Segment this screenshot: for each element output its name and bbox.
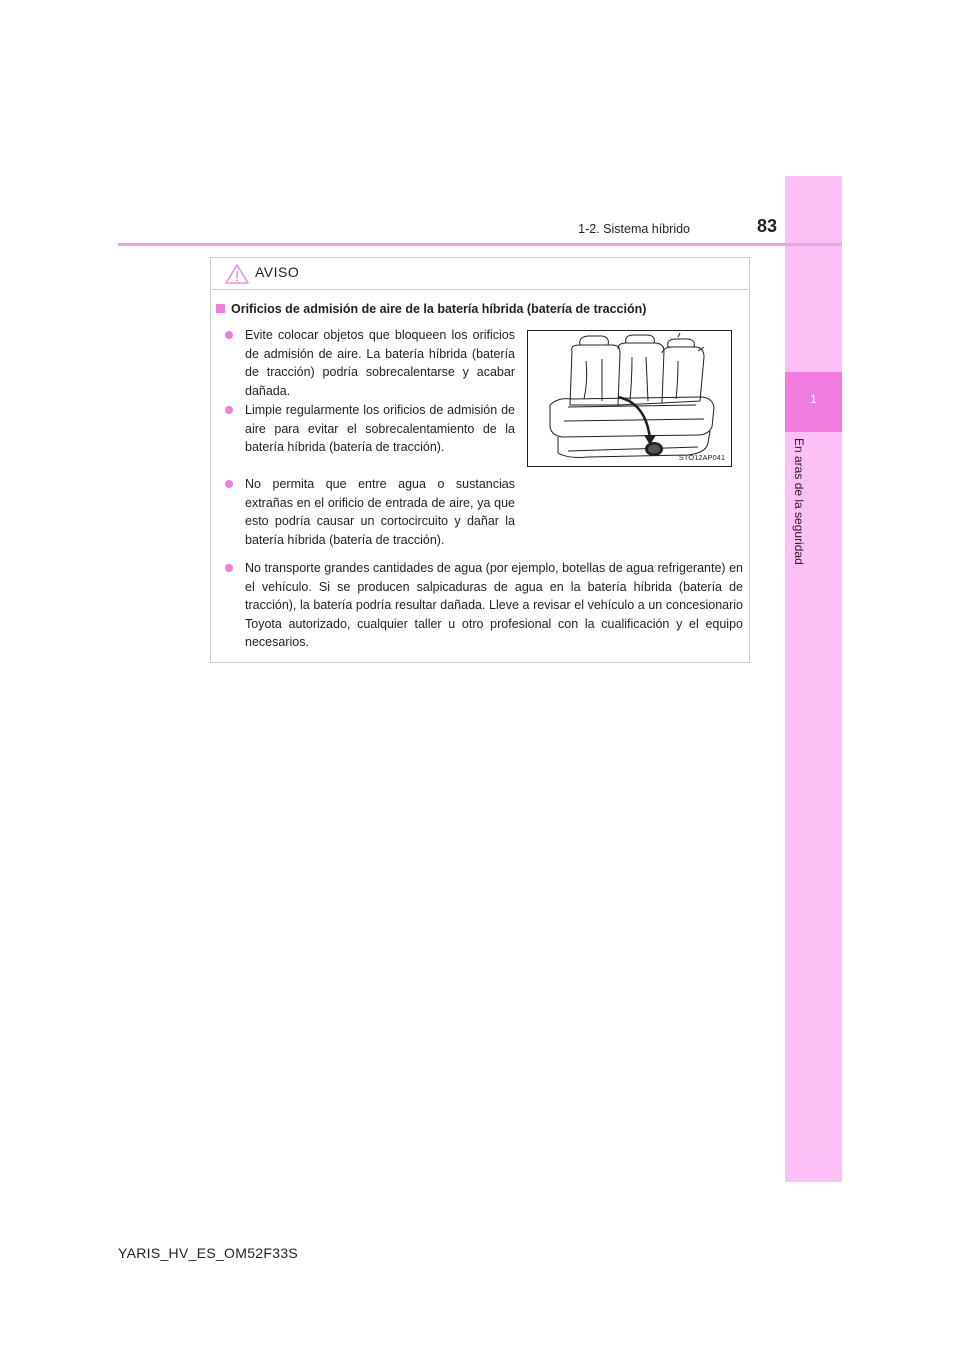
bullet-dot-icon xyxy=(225,331,233,339)
rear-seat-illustration xyxy=(527,330,732,467)
square-bullet-icon xyxy=(216,304,225,313)
list-item xyxy=(225,475,515,549)
bullet-text: No permita que entre agua o sustancias extrañas en el orificio de entrada de aire, ya que esto podría causar un cortocircuito y dañar la batería híbrida (batería de tracción). xyxy=(245,477,515,547)
page-number: 83 xyxy=(756,216,777,236)
section-title: 1-2. Sistema híbrido xyxy=(578,222,690,236)
bullet-text: Limpie regularmente los orificios de admisión de aire para evitar el sobrecalentamiento de la batería híbrida (batería de tracción). xyxy=(245,403,515,454)
chapter-number: 1 xyxy=(810,392,817,406)
bullet-text: Evite colocar objetos que bloqueen los orificios de admisión de aire. La batería híbrida (batería de tracción) podría sobrecalentarse y acabar dañada. xyxy=(245,328,515,398)
subheading-text: Orificios de admisión de aire de la batería híbrida (batería de tracción) xyxy=(231,302,647,316)
rear-seat-drawing xyxy=(528,331,731,466)
chapter-side-strip xyxy=(785,176,842,1182)
list-item xyxy=(225,401,515,457)
bullet-dot-icon xyxy=(225,564,233,572)
warning-title: AVISO xyxy=(255,264,300,280)
list-item xyxy=(225,559,743,652)
header-rule xyxy=(118,243,842,246)
warning-triangle-icon xyxy=(225,264,249,289)
chapter-label: En aras de la seguridad xyxy=(792,438,806,565)
warning-subheading xyxy=(216,302,646,316)
figure-code: STO12AP041 xyxy=(678,453,725,462)
warning-box xyxy=(210,257,750,663)
bullet-dot-icon xyxy=(225,480,233,488)
bullet-text: No transporte grandes cantidades de agua (por ejemplo, botellas de agua refrigerante) en el vehículo. Si se producen salpicaduras de agua en la batería híbrida (batería de tracción), la batería podría resultar dañada. Lleve a revisar el vehículo a un concesionario Toyota autorizado, cualquier taller u otro profesional con la cualificación y el equipo necesarios. xyxy=(245,561,743,649)
bullet-dot-icon xyxy=(225,406,233,414)
list-item xyxy=(225,326,515,400)
model-code: YARIS_HV_ES_OM52F33S xyxy=(118,1245,299,1261)
warning-header xyxy=(211,258,749,290)
